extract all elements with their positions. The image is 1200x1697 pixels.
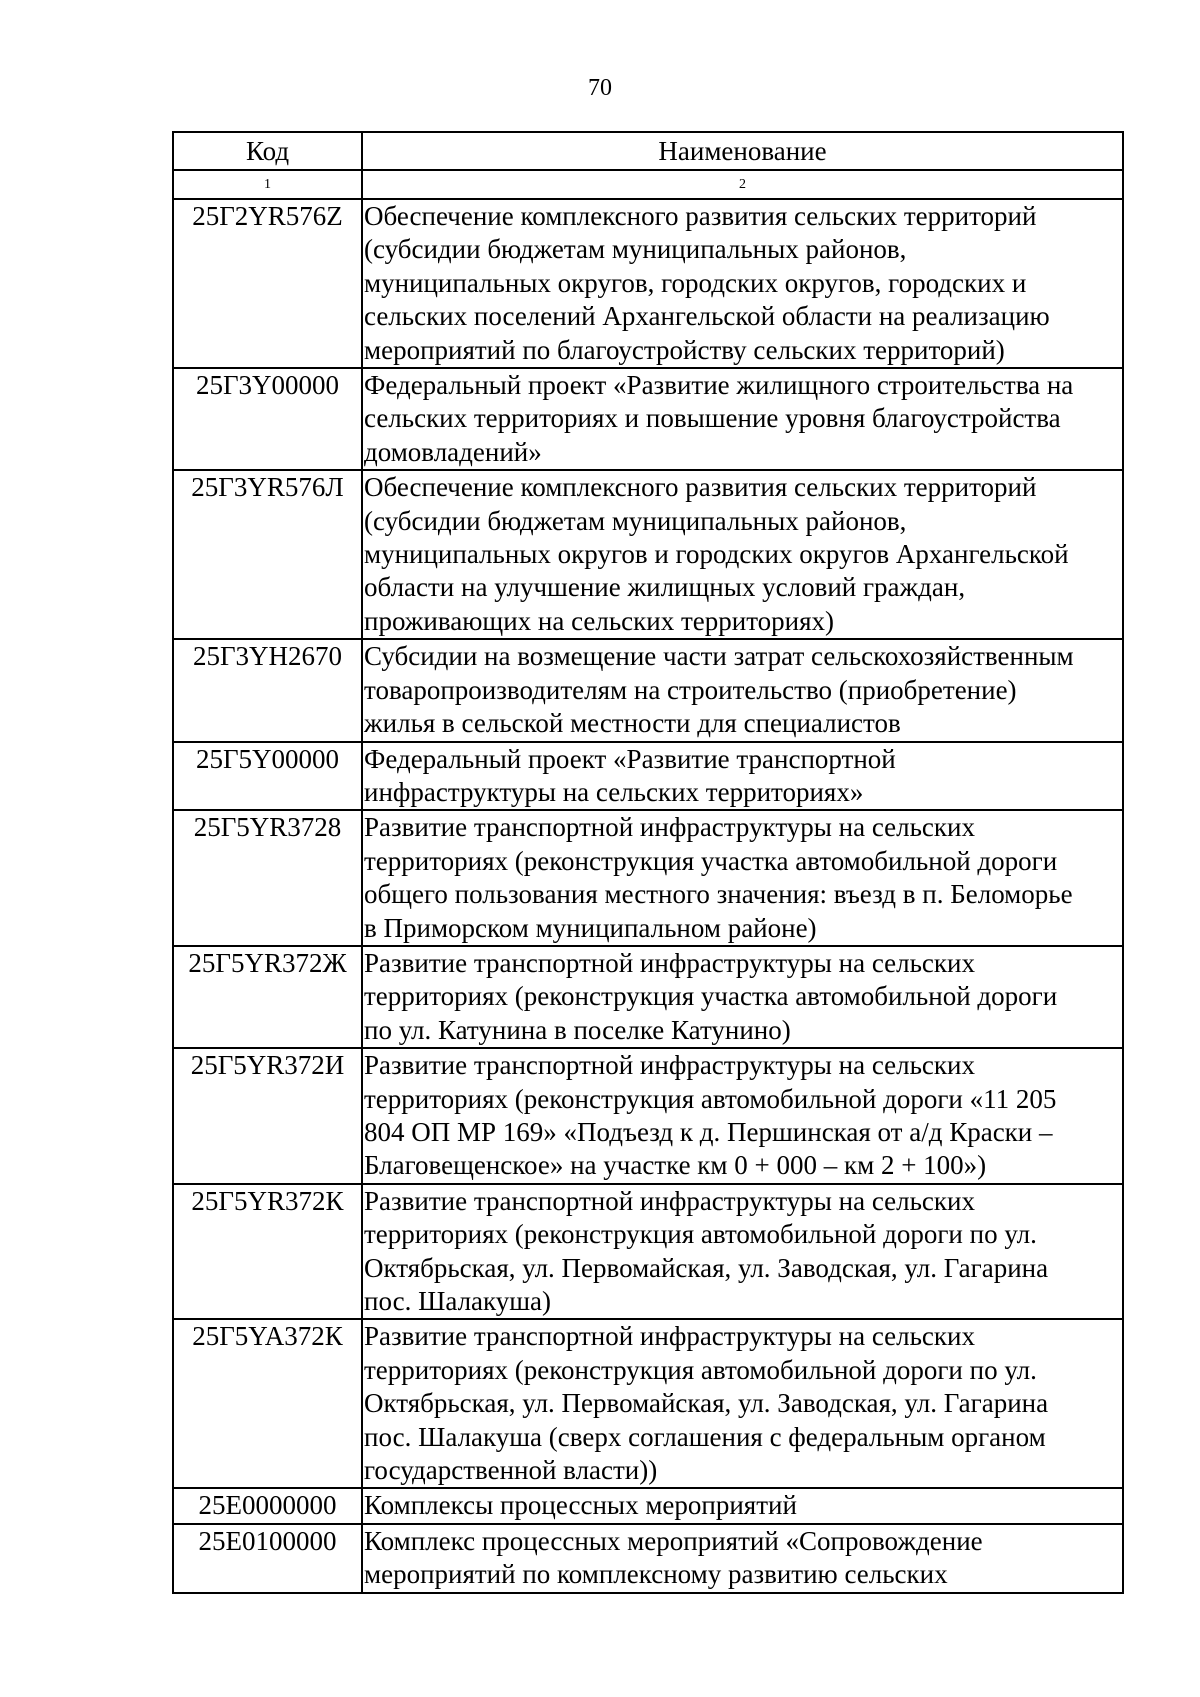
row-name-line: Федеральный проект «Развитие транспортной [364,743,896,774]
row-name [362,639,1123,741]
row-name-line: (субсидии бюджетам муниципальных районов, [364,234,907,265]
row-code: 25Е0100000 [173,1524,362,1593]
row-name [362,368,1123,470]
page-number: 70 [588,75,612,101]
row-name-line: муниципальных округов, городских округов, городских и [364,267,1027,298]
row-name-line: по ул. Катунина в поселке Катунино) [364,1014,791,1045]
row-name-line: территориях (реконструкция автомобильной дороги по ул. [364,1354,1037,1385]
table-row [173,810,1123,946]
row-name [362,199,1123,368]
column-number-1: 1 [173,170,362,199]
row-name [362,742,1123,811]
row-name-line: области на улучшение жилищных условий граждан, [364,572,966,603]
row-name-line: Октябрьская, ул. Первомайская, ул. Заводская, ул. Гагарина [364,1388,1049,1419]
row-name-line: Развитие транспортной инфраструктуры на сельских [364,812,975,843]
row-code: 25Е0000000 [173,1488,362,1523]
row-name-line: инфраструктуры на сельских территориях» [364,776,864,807]
row-name-line: 804 ОП МР 169» «Подъезд к д. Першинская от а/д Краски – [364,1116,1053,1147]
row-code: 25Г3YH2670 [173,639,362,741]
row-code: 25Г3Y00000 [173,368,362,470]
table-row [173,199,1123,368]
row-name [362,1048,1123,1184]
table-row [173,946,1123,1048]
row-name-line: мероприятий по комплексному развитию сельских [364,1559,948,1590]
row-name-line: Развитие транспортной инфраструктуры на сельских [364,1050,975,1081]
header-name: Наименование [362,132,1123,170]
row-name [362,810,1123,946]
row-code: 25Г5YR372К [173,1184,362,1320]
row-name-line: Развитие транспортной инфраструктуры на сельских [364,1321,975,1352]
row-name [362,470,1123,639]
row-name-line: мероприятий по благоустройству сельских территорий) [364,334,1005,365]
row-name [362,1524,1123,1593]
table-row [173,1319,1123,1488]
table-row [173,1488,1123,1523]
row-name-line: территориях (реконструкция автомобильной дороги по ул. [364,1219,1037,1250]
row-name-line: Благовещенское» на участке км 0 + 000 – км 2 + 100») [364,1150,987,1181]
table-row [173,742,1123,811]
row-name-line: (субсидии бюджетам муниципальных районов, [364,505,907,536]
row-name [362,1488,1123,1523]
row-code: 25Г2YR576Z [173,199,362,368]
row-code: 25Г5YR372И [173,1048,362,1184]
table-row [173,368,1123,470]
header-code: Код [173,132,362,170]
row-name-line: Субсидии на возмещение части затрат сельскохозяйственным [364,641,1074,672]
table-row [173,1048,1123,1184]
table-row [173,639,1123,741]
row-name-line: Комплексы процессных мероприятий [364,1490,797,1521]
row-code: 25Г5YR372Ж [173,946,362,1048]
row-name-line: Федеральный проект «Развитие жилищного строительства на [364,370,1074,401]
row-name-line: товаропроизводителям на строительство (приобретение) [364,674,1017,705]
table-row [173,470,1123,639]
row-name-line: пос. Шалакуша) [364,1286,552,1316]
row-name [362,1184,1123,1320]
row-name-line: Обеспечение комплексного развития сельских территорий [364,472,1037,503]
row-name-line: сельских поселений Архангельской области на реализацию [364,301,1050,332]
row-name-line: территориях (реконструкция участка автомобильной дороги [364,845,1058,876]
row-name [362,1319,1123,1488]
row-name-line: общего пользования местного значения: въезд в п. Беломорье [364,879,1073,910]
data-table [172,131,1124,1594]
row-name-line: пос. Шалакуша (сверх соглашения с федеральным органом [364,1421,1046,1452]
table-body [173,199,1123,1593]
table-row [173,1524,1123,1593]
row-name-line: Развитие транспортной инфраструктуры на сельских [364,1185,975,1216]
row-name-line: территориях (реконструкция участка автомобильной дороги [364,981,1058,1012]
row-code: 25Г3YR576Л [173,470,362,639]
column-number-2: 2 [362,170,1123,199]
row-name-line: сельских территориях и повышение уровня благоустройства [364,403,1061,434]
column-numbers-row [173,170,1123,199]
row-name-line: домовладений» [364,436,542,467]
table-header-row [173,132,1123,170]
row-name-line: территориях (реконструкция автомобильной дороги «11 205 [364,1083,1057,1114]
row-name-line: Развитие транспортной инфраструктуры на сельских [364,947,975,978]
row-name-line: Октябрьская, ул. Первомайская, ул. Заводская, ул. Гагарина [364,1252,1049,1283]
row-name [362,946,1123,1048]
row-name-line: жилья в сельской местности для специалистов [364,708,901,739]
row-name-line: муниципальных округов и городских округов Архангельской [364,539,1069,570]
row-code: 25Г5YR3728 [173,810,362,946]
table-row [173,1184,1123,1320]
row-name-line: Обеспечение комплексного развития сельских территорий [364,201,1037,231]
row-name-line: проживающих на сельских территориях) [364,605,835,636]
row-name-line: в Приморском муниципальном районе) [364,912,817,943]
row-name-line: государственной власти)) [364,1455,658,1486]
row-code: 25Г5YA372К [173,1319,362,1488]
row-name-line: Комплекс процессных мероприятий «Сопровождение [364,1525,983,1556]
row-code: 25Г5Y00000 [173,742,362,811]
